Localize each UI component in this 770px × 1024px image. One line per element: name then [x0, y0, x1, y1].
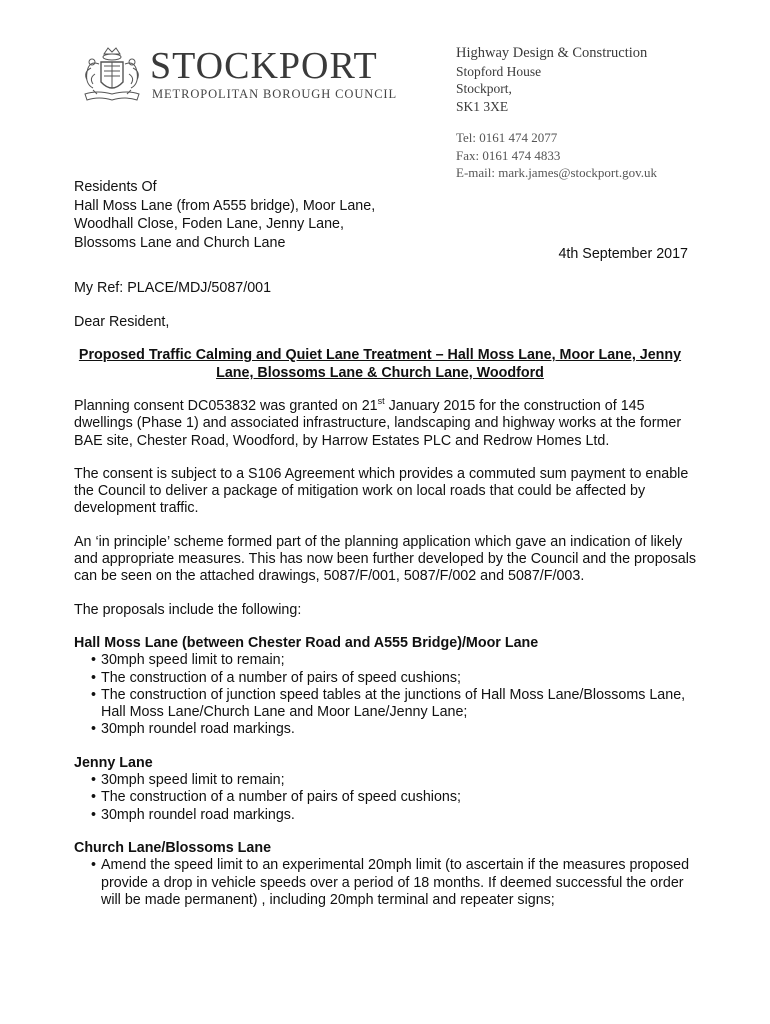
council-subtitle: METROPOLITAN BOROUGH COUNCIL [152, 87, 398, 101]
subject-heading: Proposed Traffic Calming and Quiet Lane Treatment – Hall Moss Lane, Moor Lane, Jenny Lane, Blossoms Lane & Church Lane, Woodford [78, 347, 682, 381]
council-coat-of-arms-icon [77, 44, 147, 108]
list-item: • Amend the speed limit to an experimental 20mph limit (to ascertain if the measures proposed provide a drop in vehicle speeds over a period of 18 months. If deemed successful the order will be made permanent) , including 20mph terminal and repeater signs; [74, 857, 699, 909]
list-item: • 30mph roundel road markings. [74, 807, 699, 824]
section-heading: Jenny Lane [74, 754, 153, 771]
recipient-line: Residents Of [74, 179, 157, 195]
bullet-list [74, 652, 699, 738]
list-item: • 30mph roundel road markings. [74, 721, 699, 738]
recipient-block [74, 178, 375, 252]
paragraph-text: Planning consent DC053832 was granted on 21 [74, 398, 378, 414]
letter-body [74, 398, 699, 925]
recipient-line: Blossoms Lane and Church Lane [74, 234, 286, 251]
sender-address-line: SK1 3XE [456, 98, 509, 114]
list-item: • 30mph speed limit to remain; [74, 652, 699, 669]
sender-department: Highway Design & Construction [456, 45, 648, 61]
section-heading: Hall Moss Lane (between Chester Road and A555 Bridge)/Moor Lane [74, 634, 539, 651]
section-heading: Church Lane/Blossoms Lane [74, 839, 272, 856]
paragraph: The proposals include the following: [74, 601, 302, 618]
salutation: Dear Resident, [74, 314, 170, 330]
contact-details [456, 129, 657, 182]
paragraph: The consent is subject to a S106 Agreement which provides a commuted sum payment to enable the Council to deliver a package of mitigation work on local roads that could be affected by development traffic. [74, 465, 689, 517]
ordinal-suffix: st [377, 396, 385, 406]
list-item: • The construction of a number of pairs of speed cushions; [74, 670, 699, 687]
recipient-line: Woodhall Close, Foden Lane, Jenny Lane, [74, 216, 344, 232]
paragraph-text: January 2015 for the construction of 145 dwellings (Phase 1) and associated infrastructure, landscaping and highway works at the former BAE site, Chester Road, Woodford, by Harrow Estates PLC and Redrow Homes Ltd. [74, 398, 682, 449]
contact-fax: Fax: 0161 474 4833 [456, 147, 561, 163]
sender-address [456, 45, 647, 115]
contact-email: E-mail: mark.james@stockport.gov.uk [456, 165, 658, 180]
list-item: • The construction of junction speed tables at the junctions of Hall Moss Lane/Blossoms Lane, Hall Moss Lane/Church Lane and Moor Lane/Jenny Lane; [74, 687, 699, 722]
recipient-line: Hall Moss Lane (from A555 bridge), Moor Lane, [74, 197, 376, 214]
sender-address-line: Stockport, [456, 81, 512, 96]
paragraph: An ‘in principle’ scheme formed part of the planning application which gave an indication of likely and appropriate measures. This has now been further developed by the Council and the proposals can be seen on the attached drawings, 5087/F/001, 5087/F/002 and 5087/F/003. [74, 533, 697, 585]
list-item: • The construction of a number of pairs of speed cushions; [74, 789, 699, 806]
contact-tel: Tel: 0161 474 2077 [456, 130, 558, 145]
letter-date: 4th September 2017 [558, 246, 688, 262]
paragraph [74, 398, 699, 450]
bullet-list [74, 857, 699, 909]
reference: My Ref: PLACE/MDJ/5087/001 [74, 280, 272, 296]
council-name: STOCKPORT [150, 45, 378, 87]
sender-address-line: Stopford House [456, 63, 542, 79]
bullet-list [74, 772, 699, 824]
list-item: • 30mph speed limit to remain; [74, 772, 699, 789]
